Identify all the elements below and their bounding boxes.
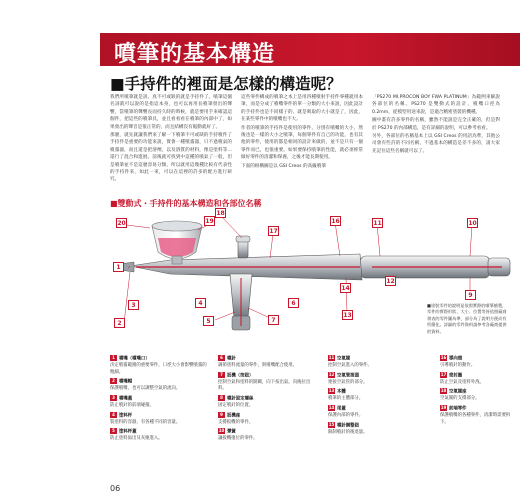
air-valve [230,274,252,330]
legend-item: 11 空氣閥 控制空氣進入的零件。 [328,355,428,370]
legend-item: 12 空氣管接頭 連接空氣管的部分。 [328,372,428,387]
callout-18: 18 [216,210,225,217]
callout-9: 9 [465,290,476,300]
callout-14: 14 [341,285,350,292]
callout-2: 2 [114,318,125,328]
legend-item: 2 噴嘴帽 保護噴嘴，也可以調整空氣的流向。 [110,378,208,393]
legend-heading: 彈簧 [227,429,236,435]
section-subtitle: ■手持件的裡面是怎樣的構造呢？ [110,75,342,93]
legend-text: 讓扳機復位的零件。 [218,436,258,442]
callout-4: 4 [195,298,206,308]
legend-column-2 [218,355,318,445]
legend-item: 15 噴針調整鈕 限制噴針的後退量。 [328,422,428,437]
callout-5: 5 [203,316,214,326]
callout-19: 19 [205,218,214,225]
legend-item: 17 密封圈 防止空氣及塗料外洩。 [440,372,512,387]
legend-heading: 噴嘴（噴嘴口） [119,356,150,362]
text-column-3 [372,94,500,156]
legend-item: 18 空氣閥座 空氣閥的支撐部分。 [440,388,512,403]
legend-column-3 [328,355,428,438]
legend-heading: 前端零件 [449,406,467,412]
legend-heading: 噴針 [227,356,236,362]
text-column-1 [110,94,232,185]
legend-text: 噴筆的主體部分。 [328,396,364,402]
legend-item: 8 噴針固定螺絲 固定噴針的位置。 [218,395,318,410]
legend-heading: 塗料杯蓋 [119,429,137,435]
legend-text: 限制噴針的後退量。 [328,429,368,435]
legend-item: 14 尾蓋 保護內部的零件。 [328,405,428,420]
legend-text: 防止噴針的前端碰撞。 [110,403,154,409]
legend-heading: 噴嘴蓋 [119,396,133,402]
legend-text: 引導噴針的動作。 [440,363,476,369]
page-title: 噴筆的基本構造 [114,42,276,67]
legend-item: 16 導向環 引導噴針的動作。 [440,355,512,370]
legend-text: 固定噴針的位置。 [218,403,254,409]
legend-heading: 空氣閥座 [449,389,467,395]
legend-text: 連接空氣管的部分。 [328,379,368,385]
legend-item: 19 前端零件 保護噴嘴的各種零件，清潔時需要拆下。 [440,405,511,425]
legend-text: 決定噴霧範圍的重要零件，口徑大小會影響噴霧的粗細。 [110,363,207,375]
legend-item: 7 扳機（按鈕） 控制空氣和塗料的開關，向下按出氣，向後拉出料。 [218,372,318,393]
trigger [236,236,250,258]
callout-16: 16 [331,218,340,225]
legend-text: 控制空氣和塗料的開關，向下按出氣，向後拉出料。 [218,379,311,392]
legend-text: 裝塗料的容器，有各種不同的容量。 [110,419,181,425]
legend-item: 5 塗料杯蓋 防止塗料溢出及灰塵進入。 [110,428,208,443]
legend-column-1 [110,355,208,445]
legend-text: 保護內部的零件。 [328,413,364,419]
legend-item: 4 塗料杯 裝塗料的容器，有各種不同的容量。 [110,412,208,427]
legend-text: 控制空氣進入的零件。 [328,363,372,369]
legend-heading: 空氣管接頭 [337,373,359,379]
legend-heading: 扳機（按鈕） [227,373,254,379]
legend-heading: 扳機座 [227,413,241,419]
legend-heading: 塗料杯 [119,413,133,419]
legend-heading: 噴嘴帽 [119,379,133,385]
legend-column-4 [440,355,512,428]
legend-text: 空氣閥的支撐部分。 [440,396,480,402]
legend-item: 3 噴嘴蓋 防止噴針的前端碰撞。 [110,395,208,410]
legend-item: 6 噴針 調節塗料流量的零件，與噴嘴配合使用。 [218,355,318,370]
paragraph: 我們所噴筆就是説，真不可或缺的就是手持件了。噴筆這個名詞就可以說的是指這本身，也可以再用長噴筆發出的聲響，當噴筆的聲響長而持久時的時候，就是要用手來確認這個件，把這些的噴筆具，並且看看看在噴筆的內部中了，如果發出的聲音是很正常的，而且結構沒有鬆動就好了。 [110,95,232,130]
legend-item: 13 本體 噴筆的主體部分。 [328,388,428,403]
paragraph: 這些零件構成的噴筆之本上是用四種噴射手持件零種就用本筆，而是分成了噴嘴零件的單一分類的大小來說，因此設計的手持件也是不同樣子的，就是吸取的大小就是了，因此，在某些零件中的噴嘴也不大。 [241,95,363,123]
diagram-section-title: ■雙動式・手持件的基本構造和各部位名稱 [110,199,262,208]
legend-heading: 密封圈 [449,373,463,379]
legend-heading: 尾蓋 [337,406,346,412]
legend-text: 保護噴嘴的各種零件，清潔時需要拆下。 [440,413,511,425]
legend-item: 10 彈簧 讓扳機復位的零件。 [218,428,318,443]
legend-item: 1 噴嘴（噴嘴口） 決定噴霧範圍的重要零件，口徑大小會影響噴霧的粗細。 [110,355,207,375]
diagram-note: ■塗裝零件的說明是依照實際的噴筆繪製，零件的實際形狀、大小、位置等皆依照廠商發表的零件圖為準，部分為了說明方便而有所簡化。詳細的零件資料請參考各廠商提供的資料。 [427,303,507,334]
legend-heading: 噴針固定螺絲 [227,396,254,402]
callout-17: 17 [269,228,278,235]
legend-heading: 噴針調整鈕 [337,423,359,429]
callout-20: 20 [117,220,126,227]
paragraph: 另外，各部位的名稱基本上以 GSI Creos 的用語為準，其他公司會有些許的不同名稱，不過基本的構造是差不多的，請大家先記住這些名稱就可以了。 [372,134,500,154]
paragraph: 下面的組構圖是以 GSI Creos 的高級噴筆 [241,163,326,169]
callout-10: 10 [468,220,477,227]
legend-item: 9 扳機座 支撐扳機的零件。 [218,412,318,427]
paragraph: 那麼，就先就讓我們來了解一下噴筆不可或缺的手持噴件了手持件是重要的功能來說，實會一種噴霧器，只不過噴氣的噴霧器，而且還是把溶劑，以及溶質的材料，像是塗料等…還行了混合和進展。前後就可找到中這種的噴氣了一般，但是噴筆並不是這麼容易分類，所以就用這幾種比較有代表性的手持件來，如此一來，可以在這裡的許多的配方進行研究。 [110,133,232,183]
page-number: 06 [110,484,121,493]
callout-11: 11 [373,220,382,227]
callout-13: 13 [343,312,352,319]
text-column-2 [241,94,363,171]
callout-6: 6 [288,298,299,308]
legend-text: 調節塗料流量的零件，與噴嘴配合使用。 [218,363,298,369]
legend-heading: 空氣閥 [337,356,351,362]
paragraph: 作者的噴筆的手持件是使用的零件，分別有噴嘴的大小，然後也是一樣的大小之噴筆，每個零件有自己的功能，也有其他的零件，使用的都是相同的設計來做的，並不是只有一個零件而已，也很重要。如果要保持噴筆的性能，就必須經常做好零件的清潔和保養，之後才能長期使用。 [241,125,363,161]
paragraph: 「PS270 MI.PROCON BOY FWA PLATINUM」為範例來解說各部位的名稱。PS270 是雙動式的設計，噴嘴口徑為 0.2mm，從模型用途來說，是適合精密塗裝的機種。 [372,95,500,115]
callout-1: 1 [113,262,124,272]
legend-text: 支撐扳機的零件。 [218,419,254,425]
tail-assembly [360,256,510,278]
callout-12: 12 [386,278,395,285]
legend-text: 防止空氣及塗料外洩。 [440,379,484,385]
legend-heading: 導向環 [449,356,463,362]
legend-text: 防止塗料溢出及灰塵進入。 [110,436,163,442]
callout-7: 7 [268,315,279,325]
title-banner [100,33,520,66]
callout-3: 3 [128,300,139,310]
paint-cup [152,221,202,264]
paragraph: 圖中畫有許多零件的名稱，雖然不能說是完全正確的，但是對於 PS270 的內部構造，是有詳細的說明，可以參考看看。 [372,118,500,131]
legend-text: 保護噴嘴，也可以調整空氣的流向。 [110,386,181,392]
legend-heading: 本體 [337,389,346,395]
